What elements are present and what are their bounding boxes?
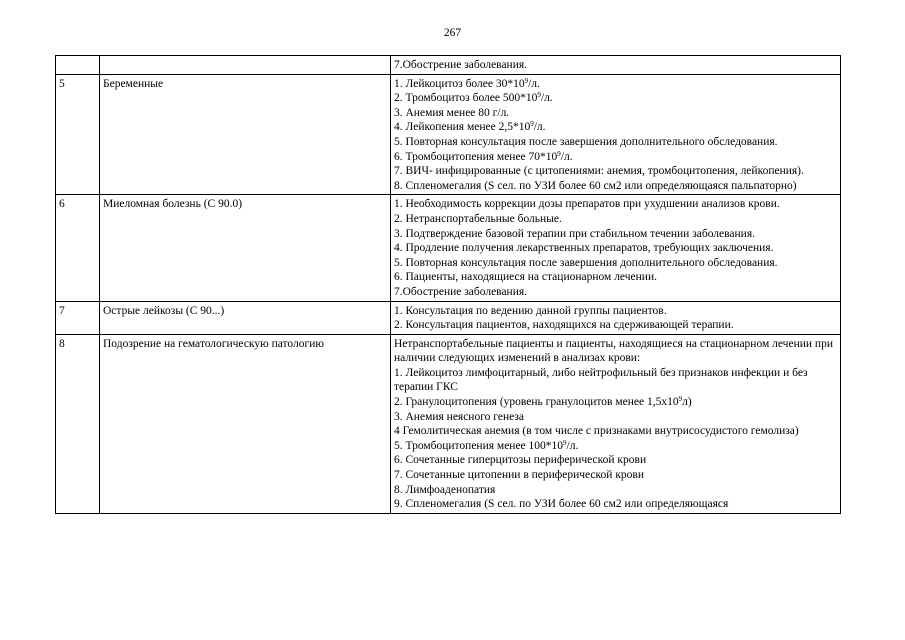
criteria-line: 8. Спленомегалия (S сел. по УЗИ более 60 см2 или определяющаяся пальпаторно) (394, 179, 797, 192)
criteria-line: 5. Повторная консультация после завершения дополнительного обследования. (394, 256, 778, 269)
criteria-line: 2. Консультация пациентов, находящихся на сдерживающей терапии. (394, 319, 734, 332)
row-number: 8 (56, 334, 100, 513)
criteria-line: 4. Продление получения лекарственных препаратов, требующих заключения. (394, 242, 774, 255)
row-number: 6 (56, 195, 100, 301)
table-row (56, 56, 841, 75)
criteria-table (55, 55, 841, 514)
table-row (56, 334, 841, 513)
exponent: 9 (563, 438, 567, 447)
criteria-line: 4. Лейкопения менее $2,5*10^9/л$. (394, 120, 546, 134)
row-criteria (391, 56, 841, 75)
row-number: 5 (56, 74, 100, 195)
criteria-line: 1. Лейкоцитоз более $30*10^9/л$. (394, 76, 540, 90)
criteria-line: 7. Сочетанные цитопении в периферической крови (394, 469, 644, 482)
criteria-line: 9. Спленомегалия (S сел. по УЗИ более 60 см2 или определяющаяся (394, 498, 729, 511)
criteria-line: 6. Тромбоцитопения менее $70*10^9/л$. (394, 149, 573, 163)
table-row (56, 301, 841, 334)
criteria-line: 6. Пациенты, находящиеся на стационарном лечении. (394, 271, 657, 284)
criteria-line: 2. Гранулоцитопения (уровень гранулоцитов менее $1,5х10^9л$) (394, 395, 692, 409)
criteria-line: 3. Анемия неясного генеза (394, 410, 524, 423)
row-number: 7 (56, 301, 100, 334)
criteria-line: 8. Лимфоаденопатия (394, 483, 496, 496)
row-category: Беременные (100, 74, 391, 195)
exponent: 9 (524, 76, 529, 85)
criteria-line: Нетранспортабельные пациенты и пациенты, находящиеся на стационарном лечении при наличии следующих изменений в анализах крови: (394, 337, 833, 365)
criteria-line: 1. Лейкоцитоз лимфоцитарный, либо нейтрофильный без признаков инфекции и без терапии ГКС (394, 366, 808, 394)
row-criteria (391, 195, 841, 301)
exponent: 9 (530, 120, 534, 129)
row-category: Подозрение на гематологическую патологию (100, 334, 391, 513)
criteria-line: 4 Гемолитическая анемия (в том числе с признаками внутрисосудистого гемолиза) (394, 425, 799, 438)
page-number: 267 (443, 27, 462, 39)
criteria-line: 3. Анемия менее 80 г/л. (394, 106, 510, 119)
criteria-line: 6. Сочетанные гиперцитозы периферической крови (394, 454, 647, 467)
exponent: 9 (678, 395, 683, 404)
table-row (56, 74, 841, 195)
row-criteria (391, 334, 841, 513)
row-category: Острые лейкозы (С 90...) (100, 301, 391, 334)
table-row (56, 195, 841, 301)
row-criteria (391, 74, 841, 195)
criteria-line: 5. Повторная консультация после завершения дополнительного обследования. (394, 135, 778, 148)
criteria-line: 2. Нетранспортабельные больные. (394, 212, 562, 225)
exponent: 9 (537, 91, 541, 100)
row-category: Миеломная болезнь (С 90.0) (100, 195, 391, 301)
criteria-line: 1. Необходимость коррекции дозы препаратов при ухудшении анализов крови. (394, 198, 780, 211)
criteria-line: 3. Подтверждение базовой терапии при стабильном течении заболевания. (394, 227, 755, 240)
criteria-line: 7. ВИЧ- инфицированные (с цитопениями: анемия, тромбоцитопения, лейкопения). (394, 165, 804, 178)
row-category (100, 56, 391, 75)
row-criteria (391, 301, 841, 334)
criteria-line: 5. Тромбоцитопения менее $100*10^9/л$. (394, 438, 579, 452)
row-number (56, 56, 100, 75)
criteria-line: 1. Консультация по ведению данной группы пациентов. (394, 304, 667, 317)
criteria-line: 7.Обострение заболевания. (394, 285, 528, 298)
criteria-line: 2. Тромбоцитоз более $500*10^9/л$. (394, 91, 553, 105)
criteria-line: 7.Обострение заболевания. (394, 59, 528, 71)
exponent: 9 (557, 149, 561, 158)
